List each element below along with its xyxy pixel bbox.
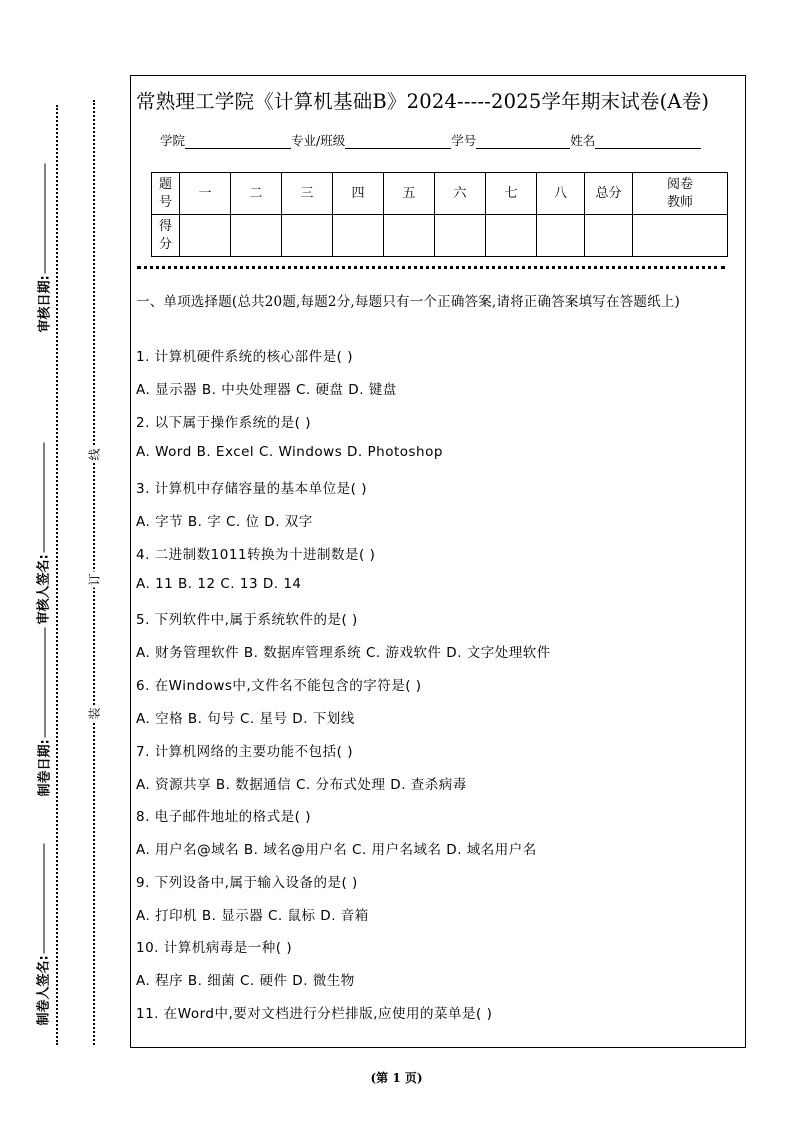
paper-date-label: 制卷日期: — [34, 647, 53, 797]
reviewer-signature-label: 审核人签名: — [33, 465, 52, 625]
question-text: 10. 计算机病毒是一种( ) — [136, 940, 293, 956]
answer-options: A. 打印机 B. 显示器 C. 鼠标 D. 音箱 — [136, 908, 369, 924]
score-cell[interactable] — [282, 215, 333, 257]
score-cell[interactable] — [180, 215, 231, 257]
score-cell[interactable] — [537, 215, 585, 257]
binding-mark-order: 订 — [87, 573, 102, 586]
answer-options: A. 资源共享 B. 数据通信 C. 分布式处理 D. 查杀病毒 — [136, 777, 467, 793]
answer-options: A. 程序 B. 细菌 C. 硬件 D. 微生物 — [136, 973, 355, 989]
review-date-label: 审核日期: — [34, 183, 53, 333]
reviewer-signature-blank — [44, 442, 45, 552]
answer-options: A. 字节 B. 字 C. 位 D. 双字 — [136, 514, 313, 530]
exam-title: 常熟理工学院《计算机基础B》2024-----2025学年期末试卷(A卷) — [136, 90, 710, 113]
binding-mark-line: 线 — [87, 448, 102, 461]
question-text: 1. 计算机硬件系统的核心部件是( ) — [136, 349, 353, 365]
answer-options: A. 空格 B. 句号 C. 星号 D. 下划线 — [136, 711, 355, 727]
answer-options: A. Word B. Excel C. Windows D. Photoshop — [136, 444, 443, 460]
score-label: 得分 — [152, 215, 180, 257]
question-text: 11. 在Word中,要对文档进行分栏排版,应使用的菜单是( ) — [136, 1006, 493, 1022]
score-cell[interactable] — [585, 215, 633, 257]
question-text: 2. 以下属于操作系统的是( ) — [136, 415, 311, 431]
name-label: 姓名 — [570, 133, 596, 148]
major-class-label: 专业/班级 — [291, 133, 346, 148]
col-1: 一 — [180, 173, 231, 215]
question-text: 5. 下列软件中,属于系统软件的是( ) — [136, 612, 358, 628]
answer-options: A. 11 B. 12 C. 13 D. 14 — [136, 576, 302, 592]
college-blank[interactable] — [185, 134, 291, 149]
col-total: 总分 — [585, 173, 633, 215]
score-cell[interactable] — [486, 215, 537, 257]
score-cell[interactable] — [384, 215, 435, 257]
score-table-header-row — [152, 173, 728, 215]
paper-maker-signature-blank — [44, 843, 45, 953]
student-info-row — [160, 131, 701, 149]
score-table-score-row — [152, 215, 728, 257]
col-grader: 阅卷教师 — [633, 173, 728, 215]
binding-dotted-line-outer — [56, 105, 58, 1045]
paper-date-blank — [45, 627, 46, 737]
col-8: 八 — [537, 173, 585, 215]
question-text: 8. 电子邮件地址的格式是( ) — [136, 809, 311, 825]
college-label: 学院 — [160, 133, 186, 148]
student-id-label: 学号 — [451, 133, 477, 148]
question-text: 4. 二进制数1011转换为十进制数是( ) — [136, 547, 376, 563]
question-text: 6. 在Windows中,文件名不能包含的字符是( ) — [136, 678, 422, 694]
answer-options: A. 财务管理软件 B. 数据库管理系统 C. 游戏软件 D. 文字处理软件 — [136, 645, 551, 661]
score-table — [151, 172, 728, 257]
col-2: 二 — [231, 173, 282, 215]
review-date-blank — [45, 163, 46, 273]
answer-options: A. 显示器 B. 中央处理器 C. 硬盘 D. 键盘 — [136, 382, 397, 398]
major-class-blank[interactable] — [345, 134, 451, 149]
page-number: (第 1 页) — [370, 1071, 423, 1085]
score-cell[interactable] — [231, 215, 282, 257]
question-text: 9. 下列设备中,属于输入设备的是( ) — [136, 875, 358, 891]
col-4: 四 — [333, 173, 384, 215]
score-cell[interactable] — [435, 215, 486, 257]
score-cell[interactable] — [333, 215, 384, 257]
answer-options: A. 用户名@域名 B. 域名@用户名 C. 用户名域名 D. 域名用户名 — [136, 842, 537, 858]
question-number-label: 题号 — [152, 173, 180, 215]
col-3: 三 — [282, 173, 333, 215]
paper-maker-signature-label: 制卷人签名: — [33, 866, 52, 1026]
question-text: 3. 计算机中存储容量的基本单位是( ) — [136, 481, 367, 497]
dotted-separator — [137, 266, 725, 269]
question-text: 7. 计算机网络的主要功能不包括( ) — [136, 744, 353, 760]
col-7: 七 — [486, 173, 537, 215]
col-5: 五 — [384, 173, 435, 215]
col-6: 六 — [435, 173, 486, 215]
score-cell[interactable] — [633, 215, 728, 257]
section-heading: 一、单项选择题(总共20题,每题2分,每题只有一个正确答案,请将正确答案填写在答题纸上) — [136, 294, 680, 310]
student-id-blank[interactable] — [476, 134, 570, 149]
name-blank[interactable] — [595, 134, 701, 149]
binding-mark-bind: 装 — [87, 707, 102, 720]
